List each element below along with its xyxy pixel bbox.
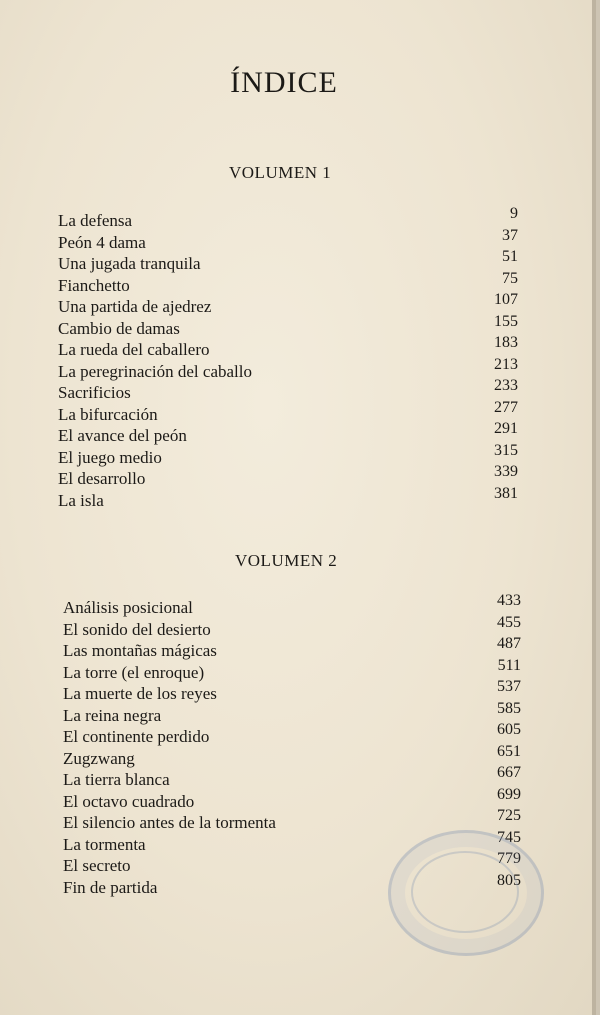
entry-title: El avance del peón — [58, 426, 187, 445]
toc-entry — [63, 635, 521, 662]
entry-title: La muerte de los reyes — [63, 684, 217, 703]
toc-entry — [58, 312, 518, 340]
toc-entry — [63, 656, 521, 684]
entry-title: El sonido del desierto — [63, 619, 211, 639]
toc-entry — [58, 398, 518, 426]
volume-1-heading: VOLUMEN 1 — [229, 163, 332, 182]
entry-title: La bifurcación — [58, 404, 158, 424]
entry-page-number: 455 — [497, 613, 521, 631]
entry-title: La tormenta — [63, 834, 146, 854]
entry-title: Fin de partida — [63, 877, 158, 897]
entry-page-number: 75 — [502, 269, 518, 287]
entry-page-number: 699 — [497, 785, 521, 803]
entry-title: El continente perdido — [63, 727, 210, 746]
entry-page-number: 51 — [502, 248, 518, 265]
entry-page-number: 537 — [497, 678, 521, 695]
entry-page-number: 651 — [497, 742, 521, 760]
library-stamp-inner-ring — [411, 851, 519, 933]
entry-title: El desarrollo — [58, 469, 146, 488]
entry-page-number: 745 — [497, 828, 521, 846]
volume-1-contents — [58, 205, 518, 511]
entry-title: La tierra blanca — [63, 770, 170, 789]
entry-page-number: 585 — [497, 699, 521, 717]
entry-title: El juego medio — [58, 447, 162, 467]
toc-entry — [58, 269, 518, 297]
toc-entry — [58, 205, 518, 232]
entry-title: Una jugada tranquila — [58, 254, 201, 273]
toc-entry — [58, 484, 518, 512]
toc-entry — [58, 334, 518, 361]
entry-title: Las montañas mágicas — [63, 641, 217, 660]
entry-page-number: 805 — [497, 871, 521, 889]
entry-title: El silencio antes de la tormenta — [63, 813, 276, 832]
entry-page-number: 487 — [497, 635, 521, 652]
entry-page-number: 9 — [510, 205, 518, 222]
volume-2-heading: VOLUMEN 2 — [235, 551, 338, 570]
entry-page-number: 155 — [494, 312, 518, 330]
entry-page-number: 183 — [494, 334, 518, 351]
toc-entry — [63, 764, 521, 791]
entry-title: La reina negra — [63, 705, 162, 725]
entry-page-number: 779 — [497, 850, 521, 867]
entry-title: Zugzwang — [63, 748, 135, 768]
entry-title: La rueda del caballero — [58, 340, 210, 359]
entry-page-number: 433 — [497, 592, 521, 609]
toc-entry — [58, 441, 518, 469]
entry-page-number: 381 — [494, 484, 518, 502]
entry-title: El octavo cuadrado — [63, 791, 195, 811]
entry-title: Peón 4 dama — [58, 232, 146, 252]
entry-title: La isla — [58, 490, 104, 510]
entry-title: Análisis posicional — [63, 598, 193, 617]
entry-page-number: 605 — [497, 721, 521, 738]
entry-title: Una partida de ajedrez — [58, 297, 212, 316]
toc-entry — [58, 291, 518, 318]
toc-entry — [63, 678, 521, 705]
entry-page-number: 667 — [497, 764, 521, 781]
entry-page-number: 107 — [494, 291, 518, 308]
entry-page-number: 213 — [494, 355, 518, 373]
entry-title: Cambio de damas — [58, 318, 180, 338]
toc-entry — [58, 463, 518, 490]
toc-entry — [63, 699, 521, 727]
toc-entry — [63, 785, 521, 813]
toc-entry — [63, 721, 521, 748]
toc-entry — [58, 355, 518, 383]
toc-entry — [58, 248, 518, 275]
toc-entry — [58, 226, 518, 254]
entry-page-number: 511 — [497, 656, 521, 674]
toc-entry — [63, 613, 521, 641]
entry-title: La peregrinación del caballo — [58, 361, 252, 381]
toc-entry — [58, 420, 518, 447]
toc-entry — [63, 592, 521, 619]
toc-entry — [63, 742, 521, 770]
entry-page-number: 339 — [494, 463, 518, 480]
library-stamp — [388, 830, 544, 956]
entry-title: La torre (el enroque) — [63, 662, 205, 682]
entry-title: La defensa — [58, 211, 133, 230]
entry-page-number: 291 — [494, 420, 518, 437]
toc-entry — [58, 377, 518, 404]
entry-page-number: 277 — [494, 398, 518, 416]
entry-title: El secreto — [63, 856, 131, 875]
entry-title: Fianchetto — [58, 275, 130, 295]
entry-page-number: 725 — [497, 807, 521, 824]
entry-page-number: 37 — [502, 226, 518, 244]
page-title: ÍNDICE — [230, 66, 338, 99]
entry-page-number: 233 — [494, 377, 518, 394]
entry-title: Sacrificios — [58, 383, 131, 402]
entry-page-number: 315 — [494, 441, 518, 459]
